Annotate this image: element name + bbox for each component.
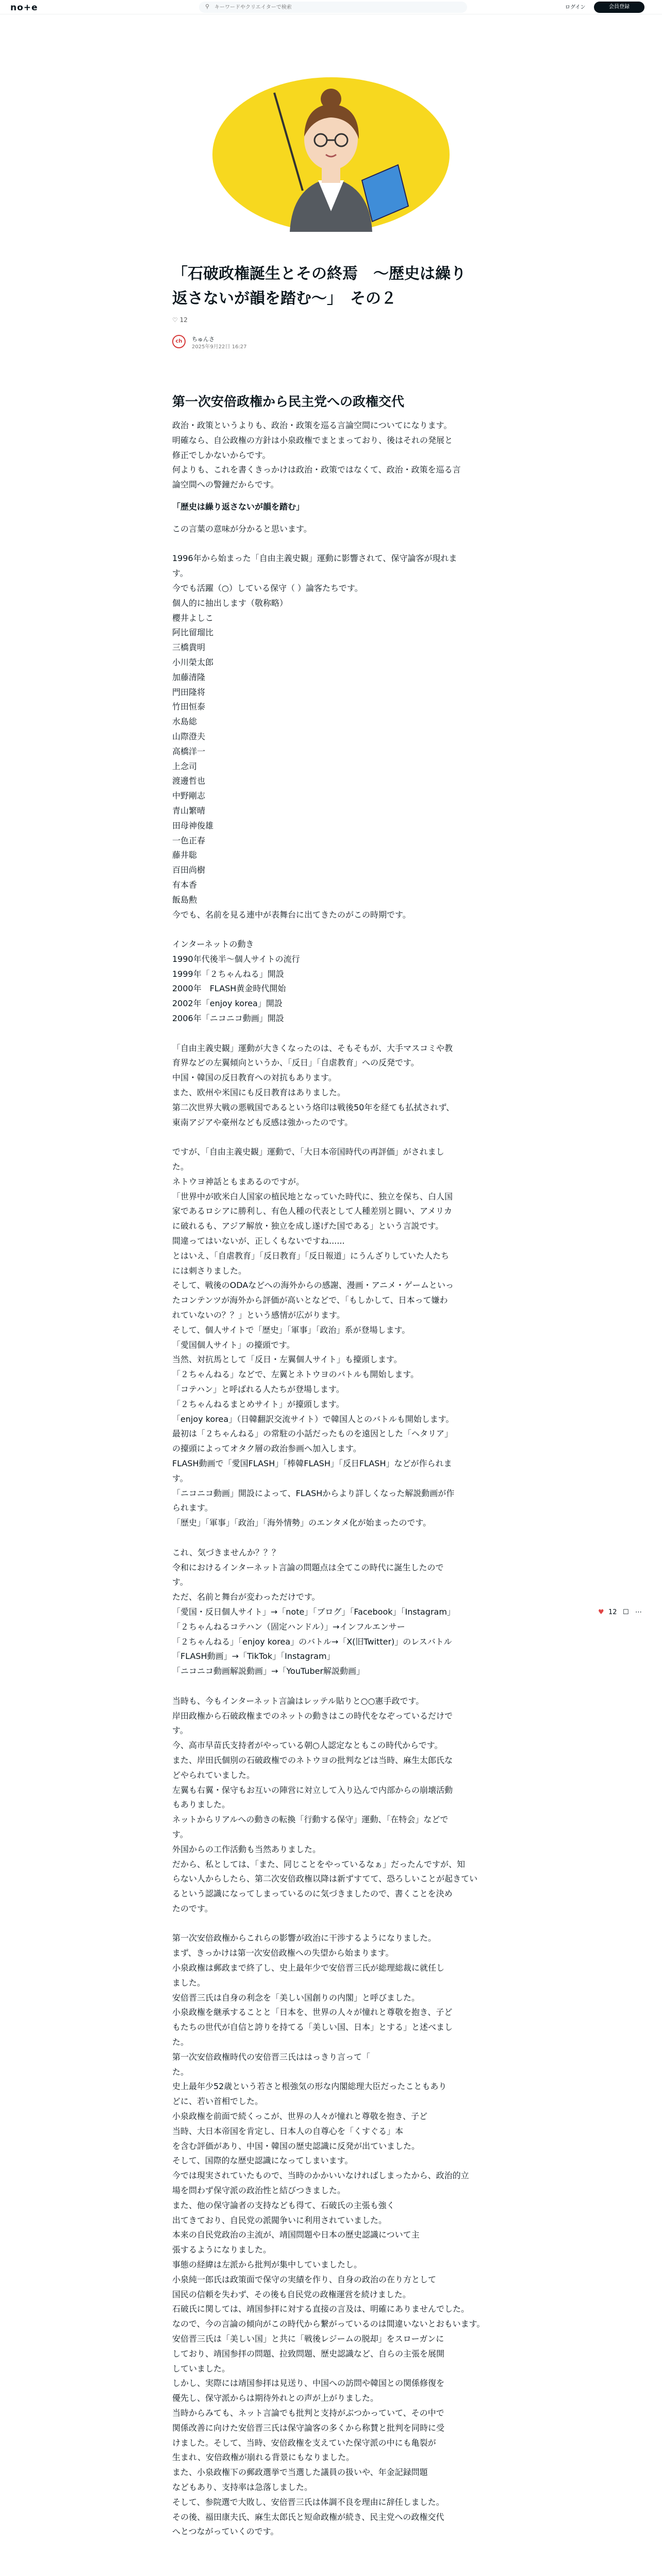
paragraph: 間違ってはいないが、正しくもないですね...... bbox=[172, 1236, 345, 1246]
paragraph: 「世界中が欧米白人国家の植民地となっていた時代に、独立を保ち、白人国 bbox=[172, 1191, 453, 1201]
paragraph: 当時も、今もインターネット言論はレッテル貼りと○○憲手政です。 bbox=[172, 1696, 424, 1706]
paragraph: 石破氏に関しては、靖国参拝に対する直接の言及は、明確にありませんでした。 bbox=[172, 2304, 470, 2314]
header bbox=[0, 0, 662, 14]
paragraph: 個人的に抽出します（敬称略） bbox=[172, 598, 288, 608]
paragraph: 「愛国個人サイト」の擡頭です。 bbox=[172, 1340, 295, 1350]
paragraph: 渡邊哲也 bbox=[172, 776, 206, 786]
paragraph: 安倍晋三氏は自身の利念を「美しい国創りの内閣」と呼びました。 bbox=[172, 1992, 420, 2003]
paragraph: には刺さりました。 bbox=[172, 1265, 247, 1276]
paragraph: どやられていました。 bbox=[172, 1770, 255, 1780]
paragraph: 「２ちゃんねるまとめサイト」が擡頭します。 bbox=[172, 1399, 344, 1409]
paragraph: 国民の信頼を失わず、その後も自民党の政権運営を続けました。 bbox=[172, 2289, 411, 2299]
paragraph: す。 bbox=[172, 1473, 188, 1483]
paragraph: 第一次安倍政権からこれらの影響が政治に干渉するようになりました。 bbox=[172, 1933, 437, 1943]
paragraph bbox=[172, 1679, 490, 1694]
side-actions bbox=[598, 1607, 650, 1620]
paragraph: しかし、実際には靖国参拝は見送り、中国への訪問や韓国との関係修復を bbox=[172, 2378, 445, 2388]
paragraph: 今でも活躍（○）している保守（ ）論客たちです。 bbox=[172, 583, 363, 593]
paragraph: す。 bbox=[172, 1829, 188, 1839]
paragraph: 張するようになりました。 bbox=[172, 2245, 272, 2255]
paragraph bbox=[172, 922, 490, 937]
paragraph: 場を問わず保守派の政治性と結びつきました。 bbox=[172, 2185, 346, 2196]
paragraph: 最初は「２ちゃんねる」の常駐の小話だったものを遠因とした「ヘタリア」 bbox=[172, 1429, 453, 1439]
paragraph: 門田隆将 bbox=[172, 687, 206, 697]
register-button[interactable]: 会員登録 bbox=[594, 2, 644, 13]
paragraph: す。 bbox=[172, 1577, 188, 1587]
paragraph: 事態の経緯は左派から批判が集中していましたし。 bbox=[172, 2260, 362, 2270]
paragraph: 一色正春 bbox=[172, 835, 206, 845]
paragraph: 「enjoy korea」（日韓翻訳交流サイト）で韓国人とのバトルも開始します。 bbox=[172, 1414, 454, 1424]
paragraph: また、欧州や米国にも反日教育はありました。 bbox=[172, 1088, 346, 1098]
paragraph: れていないの？？」という感情が広がります。 bbox=[172, 1310, 345, 1320]
article-title-line: 「石破政権誕生とその終焉 〜歴史は繰り bbox=[172, 265, 466, 283]
heart-icon[interactable]: ♡ bbox=[172, 316, 178, 324]
paragraph: 中野剛志 bbox=[172, 791, 206, 801]
heart-icon[interactable]: ♥ bbox=[598, 1608, 604, 1616]
paragraph: 何よりも、これを書くきっかけは政治・政策ではなくて、政治・政策を巡る言 bbox=[172, 465, 461, 475]
paragraph: 「２ちゃんねるコテハン（固定ハンドル）」→インフルエンサー bbox=[172, 1621, 405, 1632]
like-counter[interactable] bbox=[172, 316, 188, 324]
paragraph: へとつながっていくのです。 bbox=[172, 2527, 279, 2537]
paragraph: 小泉政権を前面で続くっこが、世界の人々が憧れと尊敬を抱き、子ど bbox=[172, 2111, 428, 2122]
paragraph: ました。 bbox=[172, 1977, 206, 1988]
hero-illustration bbox=[212, 62, 450, 237]
search-icon: ⚲ bbox=[205, 3, 210, 10]
paragraph: 当時、大日本帝国を肯定し、日本人の自尊心を「くすぐる」本 bbox=[172, 2126, 404, 2136]
section-heading: 第一次安倍政権から民主党への政権交代 bbox=[172, 394, 405, 409]
paragraph: 有本香 bbox=[172, 879, 197, 890]
paragraph: 左翼も右翼・保守もお互いの陣営に対立して入り込んで内部からの崩壊活動 bbox=[172, 1785, 453, 1795]
paragraph: 2002年「enjoy korea」開設 bbox=[172, 998, 283, 1009]
avatar[interactable]: ch bbox=[172, 335, 186, 348]
paragraph: ですが、「自由主義史観」運動で、「大日本帝国時代の再評価」がされまし bbox=[172, 1147, 444, 1157]
paragraph: もありました。 bbox=[172, 1800, 230, 1810]
paragraph: 百田尚樹 bbox=[172, 865, 206, 875]
paragraph: まず、きっかけは第一次安倍政権への失望から始まります。 bbox=[172, 1948, 394, 1958]
paragraph: ただ、名前と舞台が変わっただけです。 bbox=[172, 1592, 320, 1602]
paragraph: 論空間への警鐘だからです。 bbox=[172, 480, 279, 490]
paragraph: しており、靖国参拝の問題、拉致問題、歴史認識など、自らの主張を展開 bbox=[172, 2348, 445, 2359]
paragraph: などもあり、支持率は急落しました。 bbox=[172, 2482, 313, 2492]
paragraph: を含む評価があり、中国・韓国の歴史認識に反発が出ていました。 bbox=[172, 2141, 420, 2151]
bookmark-icon[interactable]: ☐ bbox=[623, 1608, 629, 1616]
paragraph: 関係改善に向けた安倍晋三氏は保守論客の多くから称賛と批判を同時に受 bbox=[172, 2422, 445, 2433]
paragraph: 上念司 bbox=[172, 761, 197, 771]
paragraph: なので、今の言論の傾向がこの時代から繋がっているのは間違いないとおもいます。 bbox=[172, 2319, 485, 2329]
paragraph: 「２ちゃんねる」などで、左翼とネトウヨのバトルも開始します。 bbox=[172, 1369, 419, 1380]
paragraph: また、他の保守論者の支持なども得て、石破氏の主張も強く bbox=[172, 2200, 395, 2210]
search-input[interactable] bbox=[214, 2, 457, 13]
author-name[interactable]: ちゅんさ bbox=[192, 336, 214, 343]
paragraph: 育界などの左翼傾向というか、「反日」「自虐教育」への反発です。 bbox=[172, 1058, 419, 1068]
paragraph: た。 bbox=[172, 2037, 189, 2047]
paragraph: 竹田恒泰 bbox=[172, 702, 206, 712]
paragraph: 高橋洋一 bbox=[172, 746, 206, 756]
paragraph: とはいえ、「自虐教育」「反日教育」「反日報道」にうんざりしていた人たち bbox=[172, 1250, 449, 1261]
paragraph: 「ニコニコ動画」開設によって、FLASHからより詳しくなった解説動画が作 bbox=[172, 1488, 455, 1498]
paragraph: 第二次世界大戦の悪戦国であるという烙印は戦後50年を経ても払拭されず、 bbox=[172, 1102, 455, 1112]
paragraph: だから、私としては、「また、同じことをやっているなぁ」だったんですが、知 bbox=[172, 1859, 466, 1869]
paragraph: 外国からの工作活動も当然ありました。 bbox=[172, 1844, 321, 1854]
paragraph: た。 bbox=[172, 2066, 189, 2077]
paragraph: 第一次安倍政権時代の安倍晋三氏ははっきり言って「 bbox=[172, 2052, 371, 2062]
paragraph: していました。 bbox=[172, 2363, 230, 2374]
paragraph: 阿比留瑠比 bbox=[172, 628, 214, 638]
paragraph: らない人からしたら、第二次安倍政権以降は新ずすてて、恐ろしいことが起きてい bbox=[172, 1874, 478, 1884]
side-like-count: 12 bbox=[608, 1608, 617, 1616]
paragraph: FLASH動画で「愛国FLASH」「棒韓FLASH」「反日FLASH」などが作られま bbox=[172, 1458, 452, 1468]
paragraph: 政治・政策というよりも、政治・政策を巡る言論空間についてになります。 bbox=[172, 420, 452, 430]
paragraph: そして、戦後のODAなどへの海外からの感謝、漫画・アニメ・ゲームといっ bbox=[172, 1280, 454, 1291]
paragraph: 今でも、名前を見る連中が表舞台に出てきたのがこの時期です。 bbox=[172, 909, 411, 920]
paragraph: 当然、対抗馬として「反日・左翼個人サイト」も擡頭します。 bbox=[172, 1354, 402, 1365]
paragraph: た。 bbox=[172, 1162, 189, 1172]
sub-heading: 「歴史は繰り返さないが韻を踏む」 bbox=[172, 501, 305, 512]
paragraph: もたちの世代が自信と誇りを持てる「美しい国、日本」とする」と述べまし bbox=[172, 2022, 453, 2032]
paragraph: 1990年代後半〜個人サイトの流行 bbox=[172, 954, 300, 964]
paragraph bbox=[172, 1917, 490, 1931]
login-link[interactable]: ログイン bbox=[565, 5, 586, 10]
paragraph: インターネットの動き bbox=[172, 939, 254, 950]
paragraph: 出てきており、自民党の派閥争いに利用されていました。 bbox=[172, 2215, 387, 2225]
paragraph: 家であるロシアに勝利し、有色人種の代表として人種差別と闘い、アメリカ bbox=[172, 1206, 452, 1216]
paragraph bbox=[172, 1130, 490, 1145]
paragraph: 「コテハン」と呼ばれる人たちが登場します。 bbox=[172, 1384, 344, 1394]
paragraph: ネットからリアルへの動きの転換「行動する保守」運動、「在特会」などで bbox=[172, 1815, 449, 1825]
more-icon[interactable]: ⋯ bbox=[635, 1608, 642, 1616]
paragraph: 中国・韓国の反日教育への対抗もあります。 bbox=[172, 1073, 337, 1083]
paragraph: 「２ちゃんねる」「enjoy korea」のバトル→「X(旧Twitter)」のレスバトル bbox=[172, 1636, 452, 1647]
like-count: 12 bbox=[179, 316, 188, 324]
paragraph: 小泉政権は郵政まで終了し、史上最年少で安倍晋三氏が総理総裁に就任し bbox=[172, 1963, 445, 1973]
paragraph: 三橋貴明 bbox=[172, 642, 206, 653]
paragraph: 明確なら、自公政権の方針は小泉政権でまとまっており、後はそれの発展と bbox=[172, 435, 453, 445]
paragraph: 小泉政権を継承することと「日本を、世界の人々が憧れと尊敬を抱き、子ど bbox=[172, 2007, 453, 2018]
paragraph: られます。 bbox=[172, 1503, 213, 1513]
paragraph bbox=[172, 1531, 490, 1546]
paragraph: 「自由主義史観」運動が大きくなったのは、そもそもが、大手マスコミや教 bbox=[172, 1043, 453, 1053]
paragraph: その後、福田康夫氏、麻生太郎氏と短命政権が続き、民主党への政権交代 bbox=[172, 2512, 444, 2522]
paragraph: 藤井聡 bbox=[172, 850, 197, 860]
paragraph: 安倍晋三氏は「美しい国」と共に「戦後レジームの脱却」をスローガンに bbox=[172, 2334, 444, 2344]
paragraph: 小川榮太郎 bbox=[172, 657, 214, 667]
paragraph: 「FLASH動画」→「TikTok」「Instagram」 bbox=[172, 1651, 335, 1662]
note-logo[interactable]: no+e bbox=[10, 3, 38, 13]
paragraph: 「歴史」「軍事」「政治」「海外情勢」のエンタメ化が始まったのです。 bbox=[172, 1518, 432, 1528]
paragraph: の擡頭によってオタク層の政治参画へ加入します。 bbox=[172, 1444, 361, 1454]
paragraph: たのです。 bbox=[172, 1903, 213, 1913]
paragraph: 青山繁晴 bbox=[172, 805, 206, 816]
paragraph: 修正でしかないからです。 bbox=[172, 450, 271, 460]
paragraph: 当時からみても、ネット言論でも批判と支持がぶつかっていて、その中で bbox=[172, 2408, 444, 2418]
paragraph: 水島総 bbox=[172, 717, 197, 727]
paragraph: そして、国際的な歴史認識になってしまいます。 bbox=[172, 2156, 353, 2166]
paragraph: たコンテンツが海外から評価が高いとなどで、「もしかして、日本って嫌わ bbox=[172, 1295, 448, 1306]
article-title bbox=[172, 262, 490, 311]
paragraph: ネトウヨ神話ともまあるのですが。 bbox=[172, 1176, 305, 1187]
paragraph: この言葉の意味が分かると思います。 bbox=[172, 523, 312, 534]
search-bar[interactable] bbox=[199, 2, 467, 13]
paragraph: 2000年 FLASH黄金時代開始 bbox=[172, 984, 286, 994]
paragraph: 今では現実されていたもので、当時のかかいいなければしまったから、政治的立 bbox=[172, 2171, 469, 2181]
publish-date: 2025年9月22日 16:27 bbox=[192, 344, 247, 350]
paragraph: 2006年「ニコニコ動画」開設 bbox=[172, 1013, 284, 1024]
paragraph: 史上最年少52歳という若さと根強気の形な内閣総理大臣だったこともあり bbox=[172, 2081, 447, 2092]
paragraph: どに、若い首相でした。 bbox=[172, 2096, 263, 2107]
paragraph: 岸田政権から石破政権までのネットの動きはこの時代をなぞっているだけで bbox=[172, 1710, 453, 1721]
article-title-line: 返さないが韻を踏む〜」 その２ bbox=[172, 290, 396, 308]
paragraph: 1999年「２ちゃんねる」開設 bbox=[172, 969, 284, 979]
paragraph: 「ニコニコ動画解説動画」→「YouTuber解説動画」 bbox=[172, 1666, 365, 1676]
paragraph: 田母神俊雄 bbox=[172, 820, 214, 831]
paragraph: 東南アジアや豪州なども反感は強かったのです。 bbox=[172, 1117, 353, 1127]
paragraph: そして、参院選で大敗し、安倍晋三氏は体調不良を理由に辞任しました。 bbox=[172, 2497, 444, 2507]
paragraph: 優先し、保守派からは期待外れとの声が上がりました。 bbox=[172, 2393, 379, 2403]
paragraph: 小泉純一郎氏は政策面で保守の実績を作り、自身の政治の在り方として bbox=[172, 2274, 437, 2284]
paragraph: す。 bbox=[172, 568, 188, 579]
paragraph: 「愛国・反日個人サイト」→「note」「ブログ」「Facebook」「Instagram」 bbox=[172, 1606, 455, 1617]
paragraph: 飯島勲 bbox=[172, 894, 197, 905]
paragraph: 令和におけるインターネット言論の問題点は全てこの時代に誕生したので bbox=[172, 1562, 444, 1572]
paragraph bbox=[172, 1026, 490, 1041]
paragraph: に破れるも、アジア解放・独立を成し遂げた国である」という言説です。 bbox=[172, 1221, 444, 1231]
paragraph: また、小泉政権下の郵政選挙で当選した議員の扱いや、年金記録問題 bbox=[172, 2467, 428, 2478]
paragraph bbox=[172, 537, 490, 552]
paragraph: これ、気づきませんか？？？ bbox=[172, 1547, 280, 1557]
paragraph: す。 bbox=[172, 1725, 188, 1736]
paragraph: 山際澄夫 bbox=[172, 731, 206, 741]
paragraph: 加藤清隆 bbox=[172, 672, 206, 682]
paragraph: るという認識になってしまっているのに気づきましたので、書くことを決め bbox=[172, 1889, 453, 1899]
paragraph: また、岸田氏個別の石破政権でのネトウヨの批判などは当時、麻生太郎氏な bbox=[172, 1755, 453, 1765]
article-body bbox=[172, 418, 490, 2539]
paragraph: 生まれ、安倍政権が崩れる背景にもなりました。 bbox=[172, 2452, 354, 2463]
paragraph: そして、個人サイトで「歴史」「軍事」「政治」系が登場します。 bbox=[172, 1325, 410, 1335]
paragraph: 1996年から始まった「自由主義史観」運動に影響されて、保守論客が現れま bbox=[172, 553, 457, 564]
paragraph: けました。そして、当時、安倍政権を支えていた保守派の中にも亀裂が bbox=[172, 2437, 436, 2448]
paragraph: 今、高市早苗氏支持者がやっている朝○人認定なともこの時代からです。 bbox=[172, 1740, 443, 1751]
paragraph: 櫻井よしこ bbox=[172, 613, 214, 623]
paragraph: 本来の自民党政治の主流が、靖国問題や日本の歴史認識について主 bbox=[172, 2230, 420, 2240]
